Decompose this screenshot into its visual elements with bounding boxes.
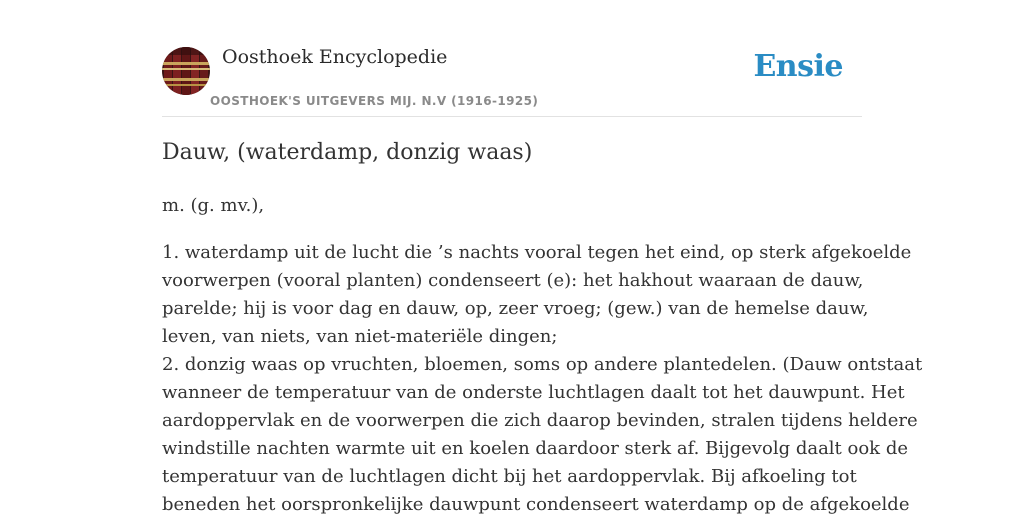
publisher-name: OOSTHOEK'S UITGEVERS MIJ. N.V (1916-1925) [210,94,539,108]
ensie-logo[interactable]: Ensie [753,49,843,84]
body-line: leven, van niets, van niet-materiële dingen; [162,326,558,347]
body-line: parelde; hij is voor dag en dauw, op, zeer vroeg; (gew.) van de hemelse dauw, [162,298,869,319]
publication-name[interactable]: Oosthoek Encyclopedie [222,46,448,68]
body-line: beneden het oorspronkelijke dauwpunt condenseert waterdamp op de afgekoelde [162,494,910,515]
body-line: voorwerpen (vooral planten) condenseert (e): het hakhout waaraan de dauw, [162,270,864,291]
body-line: aardoppervlak en de voorwerpen die zich daarop bevinden, stralen tijdens heldere [162,410,918,431]
body-line: 2. donzig waas op vruchten, bloemen, soms op andere plantedelen. (Dauw ontstaat [162,354,923,375]
grammar-note: m. (g. mv.), [162,195,265,216]
publication-avatar[interactable] [162,47,210,95]
body-line: windstille nachten warmte uit en koelen daardoor sterk af. Bijgevolg daalt ook de [162,438,908,459]
book-spines-icon [162,47,210,95]
body-line: 1. waterdamp uit de lucht die ’s nachts vooral tegen het eind, op sterk afgekoelde [162,242,912,263]
page-title: Dauw, (waterdamp, donzig waas) [162,140,533,165]
site-header [162,44,862,117]
body-line: temperatuur van de luchtlagen dicht bij het aardoppervlak. Bij afkoeling tot [162,466,857,487]
article-body [162,239,923,519]
body-line: wanneer de temperatuur van de onderste luchtlagen daalt tot het dauwpunt. Het [162,382,905,403]
